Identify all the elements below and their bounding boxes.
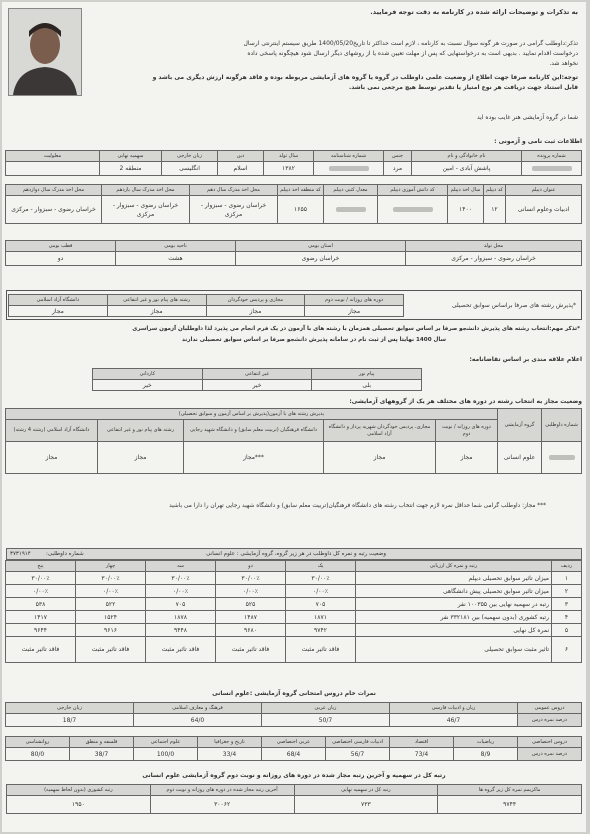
reg-language: انگلیسی <box>162 162 218 176</box>
reg-h2-7: محل اخذ مدرک سال یازدهم <box>102 185 190 196</box>
ranks-h-0: ردیف <box>552 561 582 572</box>
reg-diploma-code: ۱۲ <box>484 196 506 224</box>
ranks-r0-c5: ۳۰/۰۰٪ <box>76 572 146 585</box>
interest-table <box>92 368 422 391</box>
ranks-r4-c5: ۹۶۱۶ <box>76 624 146 637</box>
reg-name: پاشش آبادی - امین <box>412 162 522 176</box>
ranks-table <box>5 560 582 663</box>
reg-region-code: ۱۶۵۵ <box>278 196 324 224</box>
reg-h3-2: ناحیه بومی <box>116 241 236 252</box>
rawg-v-2: 64/0 <box>134 714 262 727</box>
raws-h-6: علوم اجتماعی <box>134 737 198 748</box>
prior-h-2: رشته های پیام نور و غیر انتفاعی <box>107 295 206 306</box>
prior-h-0: دوره های روزانه / نوبت دوم <box>305 295 404 306</box>
ranks-r5-c3: فاقد تاثیر مثبت <box>216 637 286 663</box>
rawg-v-1: 50/7 <box>262 714 390 727</box>
ranks-r0-c4: ۳۰/۰۰٪ <box>146 572 216 585</box>
reg-native-pole: دو <box>6 252 116 266</box>
reg-birth-year: ۱۳۸۲ <box>264 162 314 176</box>
elig-super-header: پذیرش رشته های با آزمون(پذیرش بر اساس آزمون و سوابق تحصیلی) <box>5 409 497 420</box>
prior-v-3: مجاز <box>9 306 108 317</box>
reg-h1-3: شماره شناسنامه <box>314 151 384 162</box>
rawg-v-0: 46/7 <box>390 714 518 727</box>
raw-specialized-table <box>5 736 582 761</box>
elig-h-3: مجازی، پردیس خودگردان شهریه پرداز و دانشگاه آزاد اسلامی <box>324 420 436 442</box>
registration-table-2 <box>5 184 582 224</box>
ranks-r0-c3: ۳۰/۰۰٪ <box>216 572 286 585</box>
ranks-h-3: دو <box>216 561 286 572</box>
report-card-sheet <box>2 2 586 832</box>
ranks-r2-c0: ۳ <box>552 598 582 611</box>
person-silhouette-icon <box>9 9 81 95</box>
ranks-h-4: سه <box>146 561 216 572</box>
reg-diploma-title: ادبیات وعلوم انسانی <box>506 196 582 224</box>
final-rank-table <box>6 784 582 814</box>
ranks-r5-c2: فاقد تاثیر مثبت <box>286 637 356 663</box>
ranks-h-1: رتبه و نمره کل ارزیابی <box>356 561 552 572</box>
raws-row-label: درصد نمره درس <box>518 748 582 761</box>
final-h-2: آخرین رتبه مجاز شده در دوره های روزانه و نوبت دوم <box>150 785 294 796</box>
ranks-r1-c2: ۰/۰۰٪ <box>286 585 356 598</box>
raw-general-table <box>5 702 582 727</box>
ranks-title: وضعیت رتبه و نمره کل داوطلب در هر زیر گروه، گروه آزمایشی : علوم انسانی <box>206 551 386 557</box>
reg-h2-3: کد دانش آموزی دیپلم <box>378 185 448 196</box>
raws-h-5: تاریخ و جغرافیا <box>198 737 262 748</box>
reg-quota: منطقه 2 <box>100 162 162 176</box>
ranks-candidate-number-label: شماره داوطلبی: <box>46 551 84 557</box>
ranks-r4-c2: ۹۷۴۲ <box>286 624 356 637</box>
intro-warning-line2: قابل استناد جهت دریافت هر نوع امتیاز یا تقدیر توسط هیچ مرجعی نمی باشد. <box>349 84 578 91</box>
ranks-h-2: یک <box>286 561 356 572</box>
ranks-r2-c5: ۵۲۲ <box>76 598 146 611</box>
raws-v-6: 38/7 <box>70 748 134 761</box>
reg-h2-0: عنوان دیپلم <box>506 185 582 196</box>
raws-h-0: دروس اختصاصی <box>518 737 582 748</box>
final-v-2: ۳۰۰۶۲ <box>150 796 294 814</box>
ranks-r0-c6: ۳۰/۰۰٪ <box>6 572 76 585</box>
ranks-r3-c5: ۱۵۲۴ <box>76 611 146 624</box>
absent-notice: شما در گروه آزمایشی هنر غایب بوده اید <box>477 114 578 121</box>
raw-scores-title: نمرات خام دروس امتحانی گروه آزمایشی :علوم انسانی <box>212 690 376 697</box>
intro-note-line3: نخواهد شد. <box>549 60 578 67</box>
raws-h-1: ریاضیات <box>454 737 518 748</box>
reg-h1-0: شماره پرونده <box>522 151 582 162</box>
reg-h1-2: جنس <box>384 151 412 162</box>
ranks-r0-c1: میزان تاثیر سوابق تحصیلی دیپلم <box>356 572 552 585</box>
raws-v-0: 8/9 <box>454 748 518 761</box>
reg-h1-8: معلولیت <box>6 151 100 162</box>
reg-h3-1: استان بومی <box>236 241 406 252</box>
interest-v-0: بلی <box>312 380 422 391</box>
rawg-v-3: 18/7 <box>6 714 134 727</box>
interest-h-2: کاردانی <box>93 369 203 380</box>
ranks-r4-c0: ۵ <box>552 624 582 637</box>
final-v-3: ۱۹۵۰ <box>7 796 151 814</box>
reg-grade10-place: خراسان رضوی - سبزوار - مرکزی <box>190 196 278 224</box>
elig-v-2: مجاز <box>436 442 498 474</box>
rawg-h-2: زبان عربی <box>262 703 390 714</box>
elig-h-2: دوره های روزانه / نوبت دوم <box>436 420 498 442</box>
reg-grade11-place: خراسان رضوی - سبزوار - مرکزی <box>102 196 190 224</box>
rawg-h-1: زبان و ادبیات فارسی <box>390 703 518 714</box>
interest-h-1: غیر انتفاعی <box>202 369 312 380</box>
ranks-r5-c0: ۶ <box>552 637 582 663</box>
ranks-r0-c2: ۳۰/۰۰٪ <box>286 572 356 585</box>
ranks-r2-c6: ۵۳۸ <box>6 598 76 611</box>
intro-warning-line1: توجه:این کارنامه صرفا جهت اطلاع از وضعیت علمی داوطلب در گروه یا گروه های آزمایشی مربوطه بوده و فاقد هرگونه ارزش دیگری می باشد و <box>152 74 578 81</box>
raws-h-3: ادبیات فارسی اختصاصی <box>326 737 390 748</box>
ranks-r2-c4: ۷۰۵ <box>146 598 216 611</box>
eligibility-table <box>5 408 582 474</box>
reg-h3-3: قطب بومی <box>6 241 116 252</box>
reg-h1-1: نام خانوادگی و نام <box>412 151 522 162</box>
reg-native-province: خراسان رضوی <box>236 252 406 266</box>
ranks-r3-c4: ۱۸۷۸ <box>146 611 216 624</box>
prior-v-2: مجاز <box>107 306 206 317</box>
ranks-r2-c1: رتبه در سهمیه نهایی بین ۱۰۰۳۵۵ نفر <box>356 598 552 611</box>
reg-h2-5: کد منطقه اخذ دیپلم <box>278 185 324 196</box>
final-rank-title: رتبه کل در سهمیه و آخرین رتبه مجاز شده در دوره های روزانه و نوبت دوم گروه آزمایشی علوم انسانی <box>142 772 446 779</box>
ranks-r1-c5: ۰/۰۰٪ <box>76 585 146 598</box>
ranks-r3-c2: ۱۸۷۱ <box>286 611 356 624</box>
candidate-photo <box>8 8 82 96</box>
elig-v-3: مجاز <box>324 442 436 474</box>
registration-table-1 <box>5 150 582 176</box>
elig-v-4: ***مجاز <box>184 442 324 474</box>
file-number-redacted <box>522 162 582 176</box>
prior-v-1: مجاز <box>206 306 305 317</box>
interest-title: اعلام علاقه مندی بر اساس تقاضانامه: <box>469 356 582 363</box>
reg-h1-6: زبان خارجی <box>162 151 218 162</box>
reg-disability <box>6 162 100 176</box>
ranks-r1-c3: ۰/۰۰٪ <box>216 585 286 598</box>
prior-records-table <box>8 294 404 317</box>
ranks-r3-c3: ۱۴۸۷ <box>216 611 286 624</box>
student-code-redacted <box>378 196 448 224</box>
raws-v-7: 80/0 <box>6 748 70 761</box>
prior-records-label: *پذیرش رشته های صرفا براساس سوابق تحصیلی <box>451 302 576 309</box>
ranks-r3-c6: ۱۴۱۷ <box>6 611 76 624</box>
elig-group: علوم انسانی <box>498 442 542 474</box>
elig-h-4: دانشگاه فرهنگیان (تربیت معلم سابق) و دانشگاه شهید رجایی <box>184 420 324 442</box>
reg-h1-4: سال تولد <box>264 151 314 162</box>
reg-birth-place: خراسان رضوی - سبزوار - مرکزی <box>406 252 582 266</box>
reg-h1-5: دین <box>218 151 264 162</box>
interest-v-1: خیر <box>202 380 312 391</box>
ranks-r4-c4: ۹۴۴۸ <box>146 624 216 637</box>
reg-religion: اسلام <box>218 162 264 176</box>
ranks-candidate-number: ۳۷۳۱۹۱۴ <box>10 551 31 557</box>
intro-note-line1: تذکر:داوطلب گرامی در صورت هر گونه سوال نسبت به کارنامه ، لازم است حداکثر تا تاریخ1400/05/20 طریق سیستم اینترنتی ارسال <box>243 40 578 47</box>
interest-v-2: خیر <box>93 380 203 391</box>
final-h-1: رتبه کل در سهمیه نهایی <box>294 785 438 796</box>
id-number-redacted <box>314 162 384 176</box>
ranks-r2-c2: ۷۰۵ <box>286 598 356 611</box>
ranks-r1-c4: ۰/۰۰٪ <box>146 585 216 598</box>
ranks-r5-c4: فاقد تاثیر مثبت <box>146 637 216 663</box>
ranks-r1-c6: ۰/۰۰٪ <box>6 585 76 598</box>
elig-h-1: گروه آزمایشی <box>498 409 542 442</box>
ranks-r3-c1: رتبه کشوری (بدون سهمیه) بین ۳۳۲۱۸۱ نفر <box>356 611 552 624</box>
raws-h-2: اقتصاد <box>390 737 454 748</box>
ranks-r1-c1: میزان تاثیر سوابق تحصیلی پیش دانشگاهی <box>356 585 552 598</box>
intro-title: به تذکرات و توضیحات ارائه شده در کارنامه به دقت توجه فرمایید. <box>370 8 578 16</box>
eligibility-title: وضعیت مجاز به انتخاب رشته در دوره های مختلف هر یک از گروههای آزمایشی: <box>349 398 582 405</box>
ranks-r0-c0: ۱ <box>552 572 582 585</box>
rawg-h-0: دروس عمومی <box>518 703 582 714</box>
reg-h2-2: سال اخذ دیپلم <box>448 185 484 196</box>
ranks-r4-c6: ۹۶۴۴ <box>6 624 76 637</box>
elig-v-5: مجاز <box>98 442 184 474</box>
interest-h-0: پیام نور <box>312 369 422 380</box>
ranks-r5-c1: تاثیر مثبت سوابق تحصیلی <box>356 637 552 663</box>
gpa-redacted <box>324 196 378 224</box>
registration-table-3 <box>5 240 582 266</box>
reg-gender: مرد <box>384 162 412 176</box>
reg-h2-4: معدل کتبی دیپلم <box>324 185 378 196</box>
raws-v-2: 56/7 <box>326 748 390 761</box>
prior-h-3: دانشگاه آزاد اسلامی <box>9 295 108 306</box>
reg-h3-0: محل تولد <box>406 241 582 252</box>
ranks-r2-c3: ۵۲۵ <box>216 598 286 611</box>
ranks-r5-c5: فاقد تاثیر مثبت <box>76 637 146 663</box>
rawg-h-3: فرهنگ و معارف اسلامی <box>134 703 262 714</box>
ranks-r5-c6: فاقد تاثیر مثبت <box>6 637 76 663</box>
final-h-3: رتبه کشوری (بدون لحاظ سهمیه) <box>7 785 151 796</box>
prior-note-line1: *تذکر مهم:انتخاب رشته های پذیرش دانشجو صرفا بر اساس سوابق تحصیلی همزمان با رشته های با آزمون در یک فرم انجام می پذیرد لذا داوطلبان آزمون سراسری <box>132 326 580 332</box>
intro-note-line2: درخواست اقدام نمایید . بدیهی است به درخواستهایی که پس از مهلت تعیین شده یا از روشهای دیگر ارسال شود هیچگونه پاسخی داده <box>247 50 578 57</box>
reg-h2-8: محل اخذ مدرک سال دوازدهم <box>6 185 102 196</box>
elig-h-0: شماره داوطلبی <box>542 409 582 442</box>
elig-v-6: مجاز <box>5 442 97 474</box>
reg-h2-6: محل اخذ مدرک سال دهم <box>190 185 278 196</box>
prior-v-0: مجاز <box>305 306 404 317</box>
final-v-0: ۹۷۴۴ <box>438 796 582 814</box>
reg-grade12-place: خراسان رضوی - سبزوار - مرکزی <box>6 196 102 224</box>
elig-h-6: دانشگاه آزاد اسلامی (رشته 4 رشته) <box>5 420 97 442</box>
eligibility-note: *** مجاز: داوطلب گرامی شما حداقل نمره لازم جهت انتخاب رشته های دانشگاه فرهنگیان(تربیت معلم سابق) و دانشگاه شهید رجایی تهران را دارا می باشید <box>169 503 546 509</box>
ranks-r1-c0: ۲ <box>552 585 582 598</box>
raws-h-4: عربی اختصاصی <box>262 737 326 748</box>
reg-native-region: هشت <box>116 252 236 266</box>
reg-diploma-year: ۱۴۰۰ <box>448 196 484 224</box>
raws-v-5: 100/0 <box>134 748 198 761</box>
raws-h-7: فلسفه و منطق <box>70 737 134 748</box>
ranks-h-5: چهار <box>76 561 146 572</box>
prior-h-1: مجازی و پردیس خودگردان <box>206 295 305 306</box>
rawg-h-4: زبان خارجی <box>6 703 134 714</box>
reg-h1-7: سهمیه نهایی <box>100 151 162 162</box>
registration-title: اطلاعات ثبت نامی و آزمونی : <box>494 138 582 145</box>
final-h-0: ماکزیمم نمره کل زیر گروه ها <box>438 785 582 796</box>
candidate-number-redacted <box>542 442 582 474</box>
ranks-r3-c0: ۴ <box>552 611 582 624</box>
ranks-h-6: پنج <box>6 561 76 572</box>
raws-v-4: 33/4 <box>198 748 262 761</box>
raws-h-8: روانشناسی <box>6 737 70 748</box>
reg-h2-1: کد دیپلم <box>484 185 506 196</box>
prior-note-line2: سال 1400 نهایتا پس از ثبت نام در سامانه پذیرش دانشجو صرفا بر اساس سوابق تحصیلی ندارند <box>181 337 446 343</box>
ranks-r4-c1: نمره کل نهایی <box>356 624 552 637</box>
elig-h-5: رشته های پیام نور و غیر انتفاعی <box>98 420 184 442</box>
raws-v-3: 68/4 <box>262 748 326 761</box>
raws-v-1: 73/4 <box>390 748 454 761</box>
rawg-row-label: درصد نمره درس <box>518 714 582 727</box>
final-v-1: ۷۳۳ <box>294 796 438 814</box>
ranks-r4-c3: ۹۶۸۰ <box>216 624 286 637</box>
